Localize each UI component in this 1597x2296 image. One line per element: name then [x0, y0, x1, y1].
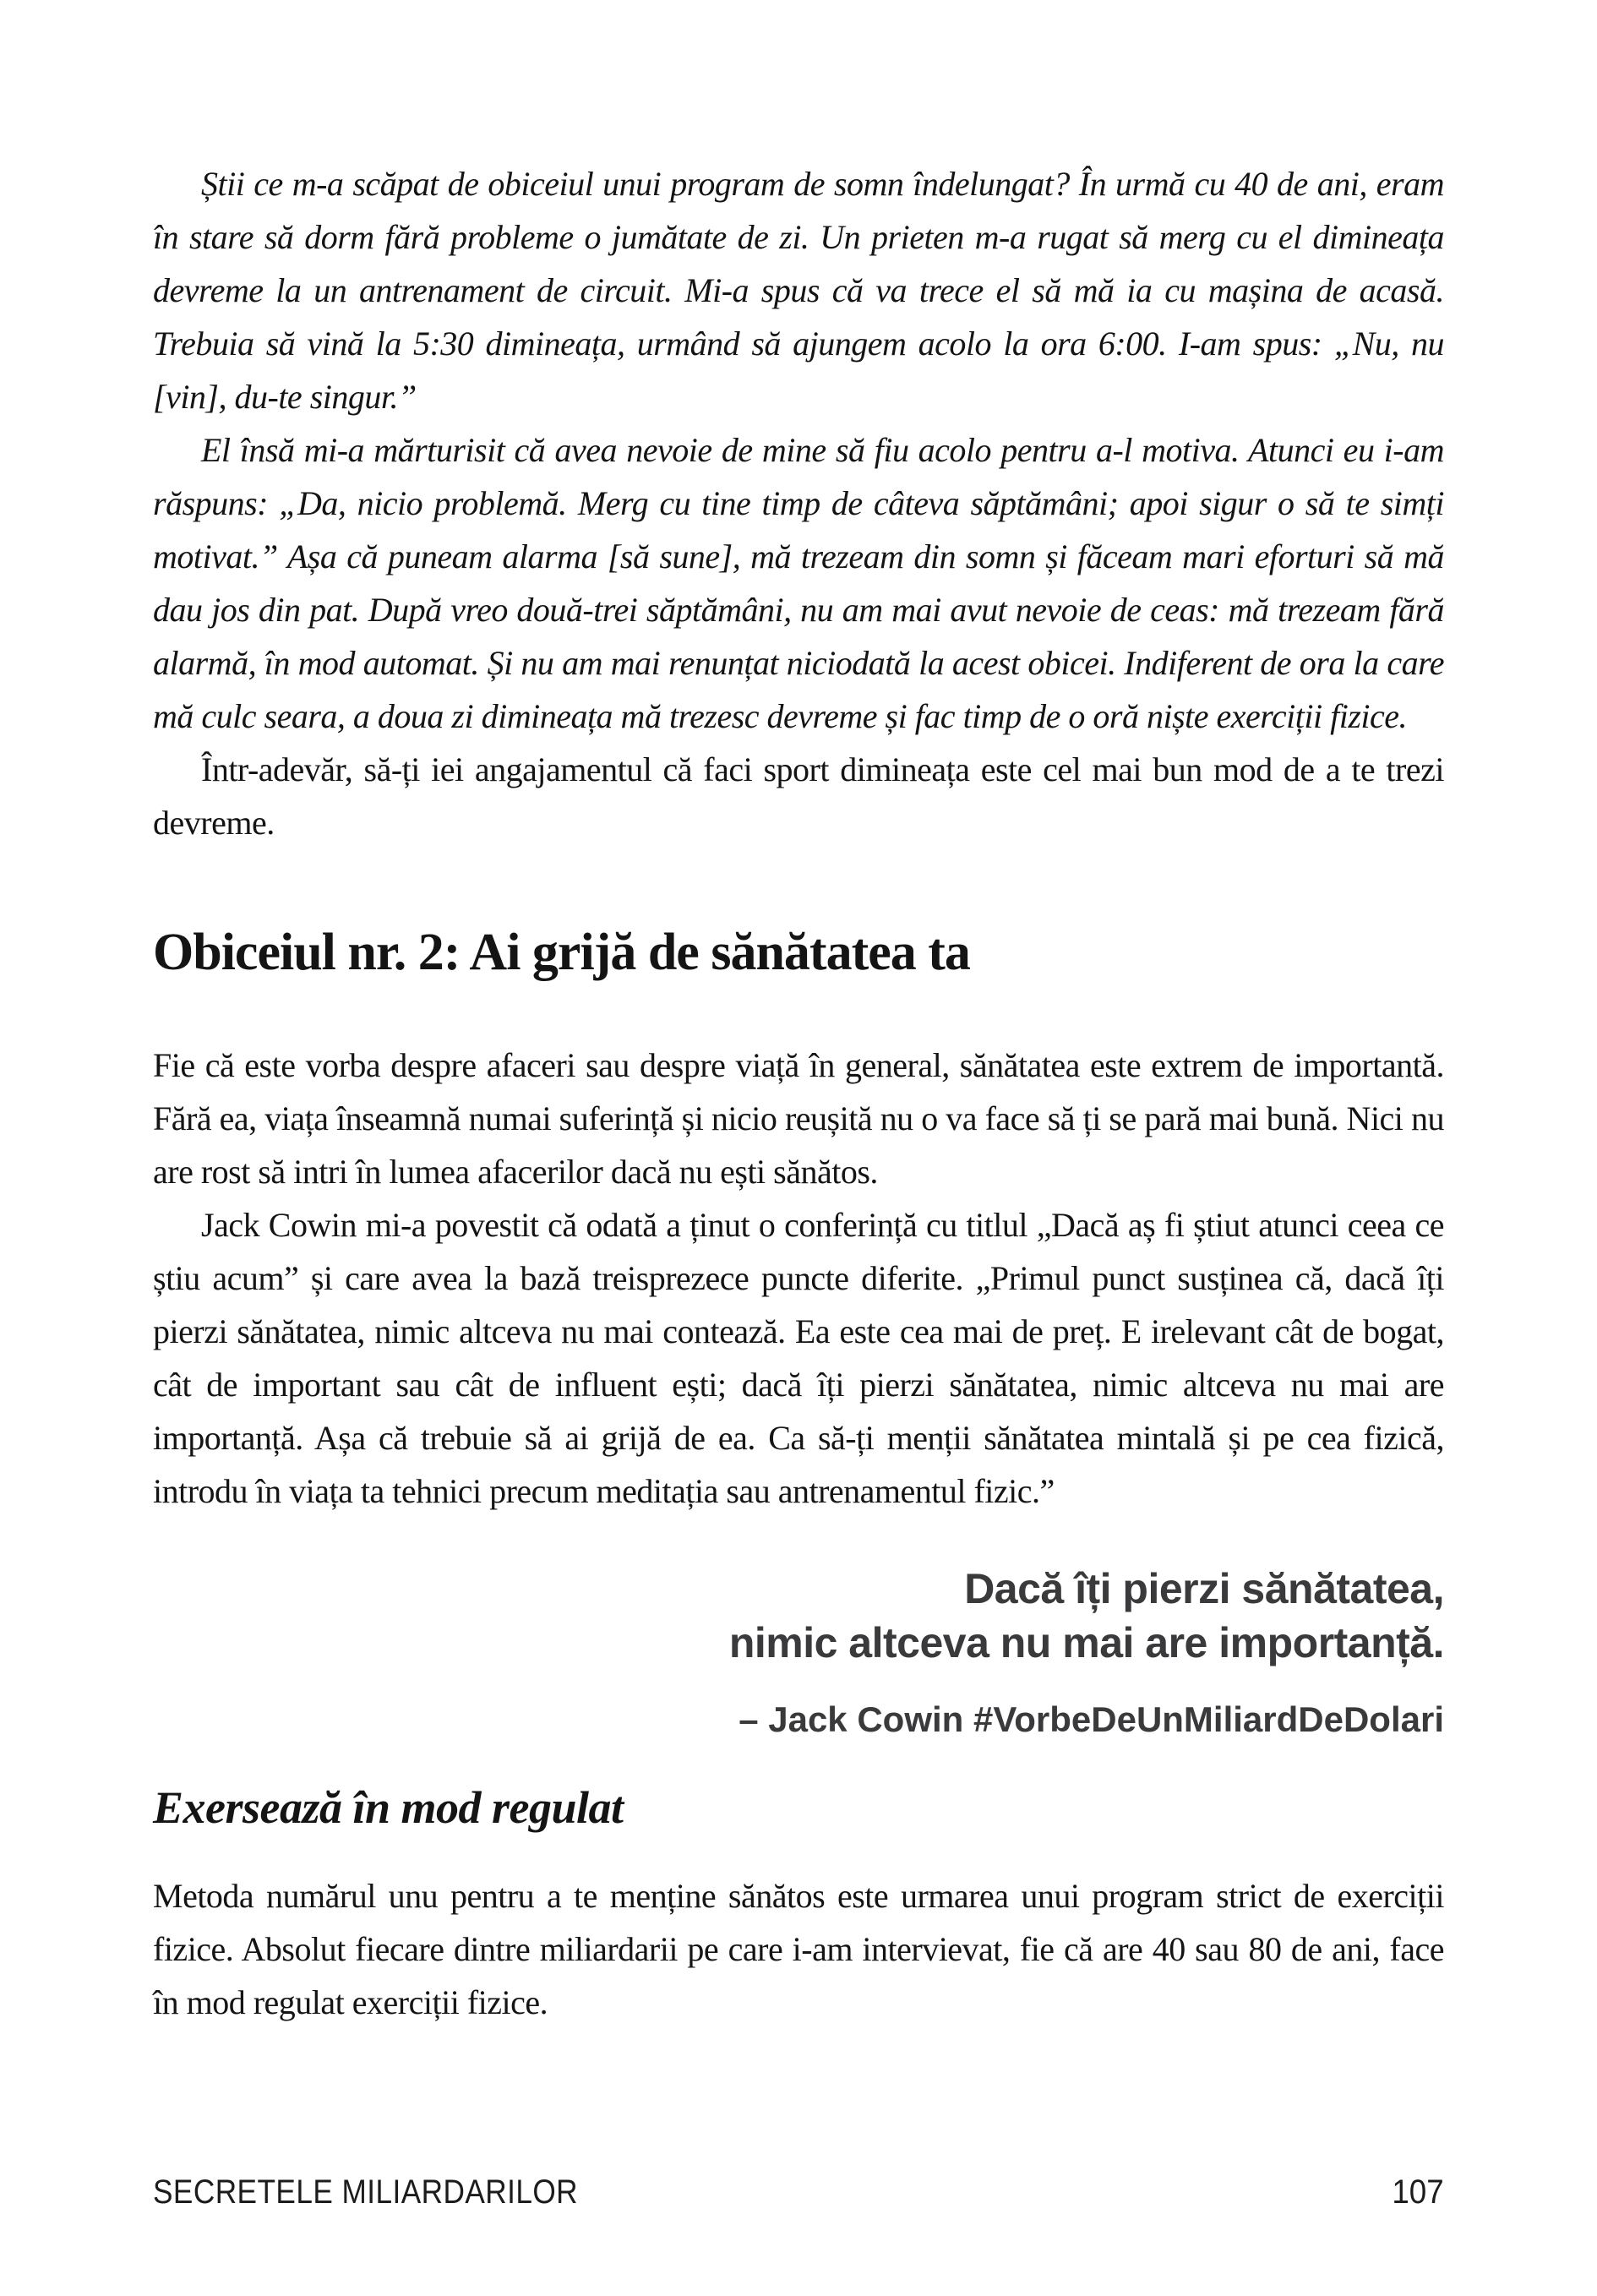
- section-heading: Obiceiul nr. 2: Ai grijă de sănătatea ta: [153, 924, 970, 981]
- section-paragraph-2: Jack Cowin mi-a povestit că odată a ținut o conferință cu titlul „Dacă aș fi știut atunci ceea ce știu acum” și care avea la bază treisprezece puncte diferite. „Primul punct susținea că, dacă îți pierzi sănătatea, nimic altceva nu mai contează. Ea este cea mai de preț. E irelevant cât de bogat, cât de important sau cât de influent ești; dacă îți pierzi sănătatea, nimic altceva nu mai are importanță. Așa că trebuie să ai grijă de ea. Ca să-ți menții sănătatea mintală și pe cea fizică, introdu în viața ta tehnici precum meditația sau antrenamentul fizic.”: [153, 1206, 1444, 1510]
- lead-paragraph: Într-adevăr, să-ți iei angajamentul că faci sport dimineața este cel mai bun mod de a te trezi devreme.: [153, 750, 1444, 842]
- pullquote-attribution: – Jack Cowin #VorbeDeUnMiliardDeDolari: [739, 1699, 1444, 1739]
- footer-page-number: 107: [1392, 2173, 1444, 2211]
- pullquote: [153, 1562, 1444, 1741]
- pullquote-line-1: Dacă îți pierzi sănătatea,: [964, 1565, 1444, 1612]
- closing-paragraph: Metoda numărul unu pentru a te menține sănătos este urmarea unui program strict de exerciții fizice. Absolut fiecare dintre miliardarii pe care i-am intervievat, fie că are 40 sau 80 de ani, face în mod regulat exerciții fizice.: [153, 1877, 1444, 2021]
- page-footer: [153, 2173, 1444, 2211]
- section-paragraph-1: Fie că este vorba despre afaceri sau despre viață în general, sănătatea este extrem de importantă. Fără ea, viața înseamnă numai suferință și nicio reușită nu o va face să ți se pară mai bună. Nici nu are rost să intri în lumea afacerilor dacă nu ești sănătos.: [153, 1046, 1444, 1191]
- footer-book-title: SECRETELE MILIARDARILOR: [153, 2173, 579, 2211]
- pullquote-line-2: nimic altceva nu mai are importanță.: [728, 1619, 1444, 1666]
- subsection-heading: Exersează în mod regulat: [153, 1782, 624, 1833]
- intro-quote-paragraph-2: El însă mi-a mărturisit că avea nevoie de mine să fiu acolo pentru a-l motiva. Atunci eu i-am răspuns: „Da, nicio problemă. Merg cu tine timp de câteva săptămâni; apoi sigur o să te simți motivat.” Așa că puneam alarma [să sune], mă trezeam din somn și făceam mari eforturi să mă dau jos din pat. După vreo două-trei săptămâni, nu am mai avut nevoie de ceas: mă trezeam fără alarmă, în mod automat. Și nu am mai renunțat niciodată la acest obicei. Indiferent de ora la care mă culc seara, a doua zi dimineața mă trezesc devreme și fac timp de o oră niște exerciții fizice.: [153, 431, 1444, 735]
- intro-quote-paragraph-1: Știi ce m-a scăpat de obiceiul unui program de somn îndelungat? În urmă cu 40 de ani, eram în stare să dorm fără probleme o jumătate de zi. Un prieten m-a rugat să merg cu el dimineața devreme la un antrenament de circuit. Mi-a spus că va trece el să mă ia cu mașina de acasă. Trebuia să vină la 5:30 dimineața, urmând să ajungem acolo la ora 6:00. I-am spus: „Nu, nu [vin], du-te singur.”: [153, 165, 1444, 416]
